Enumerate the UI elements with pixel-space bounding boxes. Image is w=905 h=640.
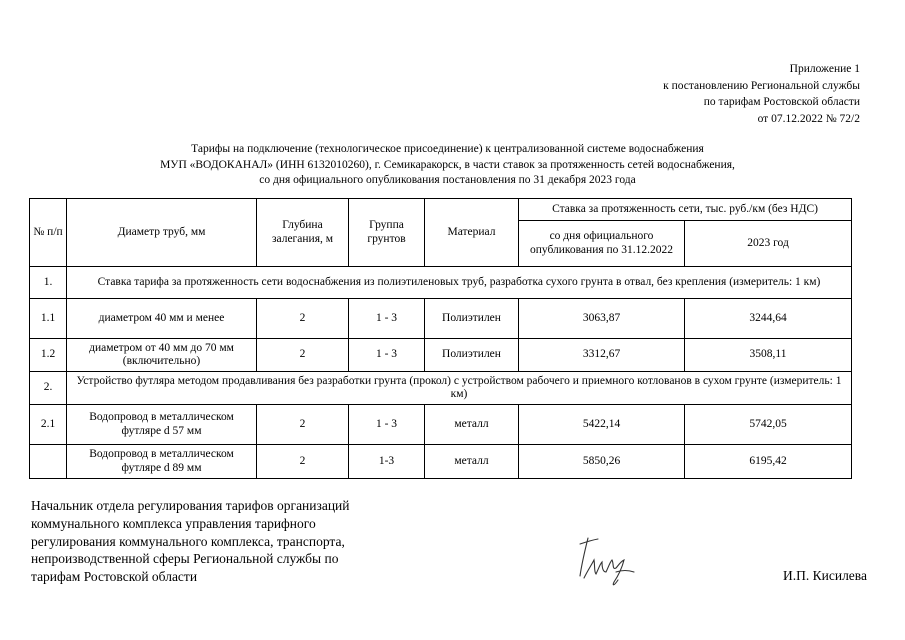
section-num: 2. bbox=[30, 372, 67, 405]
header-rate-group: Ставка за протяженность сети, тыс. руб./км (без НДС) bbox=[519, 199, 852, 221]
title-line: Тарифы на подключение (технологическое присоединение) к централизованной системе водоснабжения bbox=[191, 143, 704, 155]
row-soil: 1 - 3 bbox=[349, 405, 425, 445]
table-row bbox=[30, 339, 852, 372]
appendix-line: от 07.12.2022 № 72/2 bbox=[757, 112, 860, 125]
section-text: Ставка тарифа за протяженность сети водоснабжения из полиэтиленовых труб, разработка сухого грунта в отвал, без крепления (измеритель: 1 км) bbox=[67, 267, 852, 299]
header-period-1: со дня официального опубликования по 31.12.2022 bbox=[519, 221, 685, 267]
table-row bbox=[30, 405, 852, 445]
row-material: металл bbox=[425, 405, 519, 445]
row-material: Полиэтилен bbox=[425, 339, 519, 372]
footer-line: коммунального комплекса управления тарифного bbox=[31, 515, 316, 531]
section-text: Устройство футляра методом продавливания без разработки грунта (прокол) с устройством рабочего и приемного котлованов в сухом грунте (измеритель: 1 км) bbox=[67, 372, 852, 405]
row-num: 2.1 bbox=[30, 405, 67, 445]
footer-line: регулирования коммунального комплекса, транспорта, bbox=[31, 533, 345, 549]
handwritten-signature bbox=[570, 532, 640, 590]
footer-line: тарифам Ростовской области bbox=[31, 569, 198, 585]
row-value-1: 3312,67 bbox=[519, 339, 685, 372]
row-depth: 2 bbox=[257, 445, 349, 479]
appendix-block bbox=[500, 61, 860, 127]
row-diameter: диаметром от 40 мм до 70 мм (включительно) bbox=[67, 339, 257, 372]
row-value-1: 3063,87 bbox=[519, 299, 685, 339]
footer-line: непроизводственной сферы Региональной службы по bbox=[31, 551, 339, 567]
header-num: № п/п bbox=[30, 199, 67, 267]
row-soil: 1 - 3 bbox=[349, 339, 425, 372]
row-material: Полиэтилен bbox=[425, 299, 519, 339]
header-period-2: 2023 год bbox=[685, 221, 852, 267]
appendix-line: Приложение 1 bbox=[789, 63, 860, 75]
header-material: Материал bbox=[425, 199, 519, 267]
row-soil: 1 - 3 bbox=[349, 299, 425, 339]
tariff-table bbox=[29, 198, 852, 479]
table-row bbox=[30, 299, 852, 339]
section-row bbox=[30, 372, 852, 405]
row-value-1: 5422,14 bbox=[519, 405, 685, 445]
row-diameter: Водопровод в металлическом футляре d 89 мм bbox=[67, 445, 257, 479]
row-depth: 2 bbox=[257, 299, 349, 339]
title-line: МУП «ВОДОКАНАЛ» (ИНН 6132010260), г. Семикаракорск, в части ставок за протяженность сетей водоснабжения, bbox=[160, 158, 735, 171]
header-depth: Глубина залегания, м bbox=[257, 199, 349, 267]
row-value-2: 6195,42 bbox=[685, 445, 852, 479]
signer-name: И.П. Кисилева bbox=[783, 568, 867, 583]
header-row bbox=[30, 199, 852, 221]
row-diameter: Водопровод в металлическом футляре d 57 мм bbox=[67, 405, 257, 445]
row-value-1: 5850,26 bbox=[519, 445, 685, 479]
row-num: 1.2 bbox=[30, 339, 67, 372]
section-num: 1. bbox=[30, 267, 67, 299]
table-row bbox=[30, 445, 852, 479]
row-value-2: 3508,11 bbox=[685, 339, 852, 372]
section-row bbox=[30, 267, 852, 299]
title-line: со дня официального опубликования постановления по 31 декабря 2023 года bbox=[259, 174, 636, 186]
row-material: металл bbox=[425, 445, 519, 479]
row-num: 1.1 bbox=[30, 299, 67, 339]
header-soil-group: Группа грунтов bbox=[349, 199, 425, 267]
row-depth: 2 bbox=[257, 405, 349, 445]
row-depth: 2 bbox=[257, 339, 349, 372]
header-diameter: Диаметр труб, мм bbox=[67, 199, 257, 267]
row-diameter: диаметром 40 мм и менее bbox=[67, 299, 257, 339]
row-num bbox=[30, 445, 67, 479]
row-soil: 1-3 bbox=[349, 445, 425, 479]
signatory-position bbox=[31, 497, 411, 586]
document-title bbox=[60, 142, 835, 189]
row-value-2: 3244,64 bbox=[685, 299, 852, 339]
appendix-line: к постановлению Региональной службы bbox=[663, 79, 860, 92]
appendix-line: по тарифам Ростовской области bbox=[703, 96, 860, 108]
row-value-2: 5742,05 bbox=[685, 405, 852, 445]
footer-line: Начальник отдела регулирования тарифов организаций bbox=[31, 498, 350, 513]
